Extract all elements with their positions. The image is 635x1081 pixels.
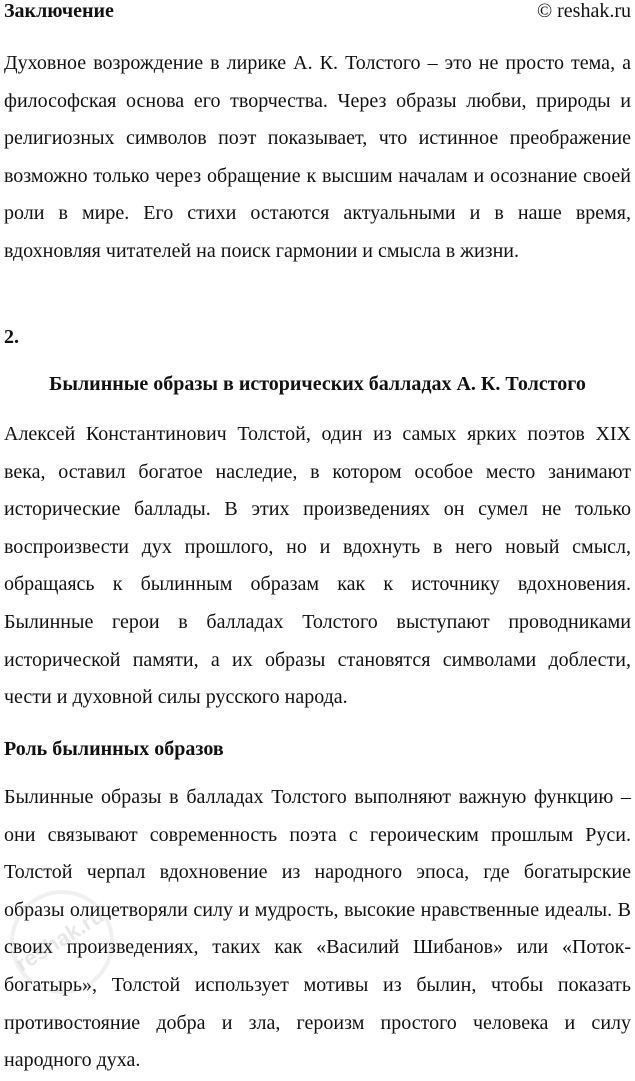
subsection-heading: Роль былинных образов bbox=[4, 738, 224, 760]
section-heading: Былинные образы в исторических балладах А. К. Толстого bbox=[49, 373, 586, 395]
copyright-label: © reshak.ru bbox=[536, 0, 631, 22]
page-header bbox=[4, 0, 631, 26]
role-paragraph: Былинные образы в балладах Толстого выполняют важную функцию – они связывают современность поэта с героическим прошлым Руси. Толстой черпал вдохновение из народного эпоса, где богатырские образы олицетворяли силу и мудрость, высокие нравственные идеалы. В своих произведениях, таких как «Василий Шибанов» или «Поток-богатырь», Толстой использует мотивы из былин, чтобы показать противостояние добра и зла, героизм простого человека и силу народного духа. bbox=[4, 786, 631, 1072]
intro-paragraph: Алексей Константинович Толстой, один из самых ярких поэтов XIX века, оставил богатое наследие, в котором особое место занимают исторические баллады. В этих произведениях он сумел не только воспроизвести дух прошлого, но и вдохнуть в него новый смысл, обращаясь к былинным образам как к источнику вдохновения. Былинные герои в балладах Толстого выступают проводниками исторической памяти, а их образы становятся символами доблести, чести и духовной силы русского народа. bbox=[4, 423, 631, 709]
section-title-conclusion: Заключение bbox=[4, 0, 114, 22]
conclusion-paragraph: Духовное возрождение в лирике А. К. Толстого – это не просто тема, а философская основа его творчества. Через образы любви, природы и религиозных символов поэт показывает, что истинное преображение возможно только через обращение к высшим началам и осознание своей роли в мире. Его стихи остаются актуальными и в наше время, вдохновляя читателей на поиск гармонии и смысла в жизни. bbox=[4, 52, 631, 262]
section-number: 2. bbox=[4, 326, 19, 348]
watermark-text: reshak.ru bbox=[11, 902, 109, 977]
